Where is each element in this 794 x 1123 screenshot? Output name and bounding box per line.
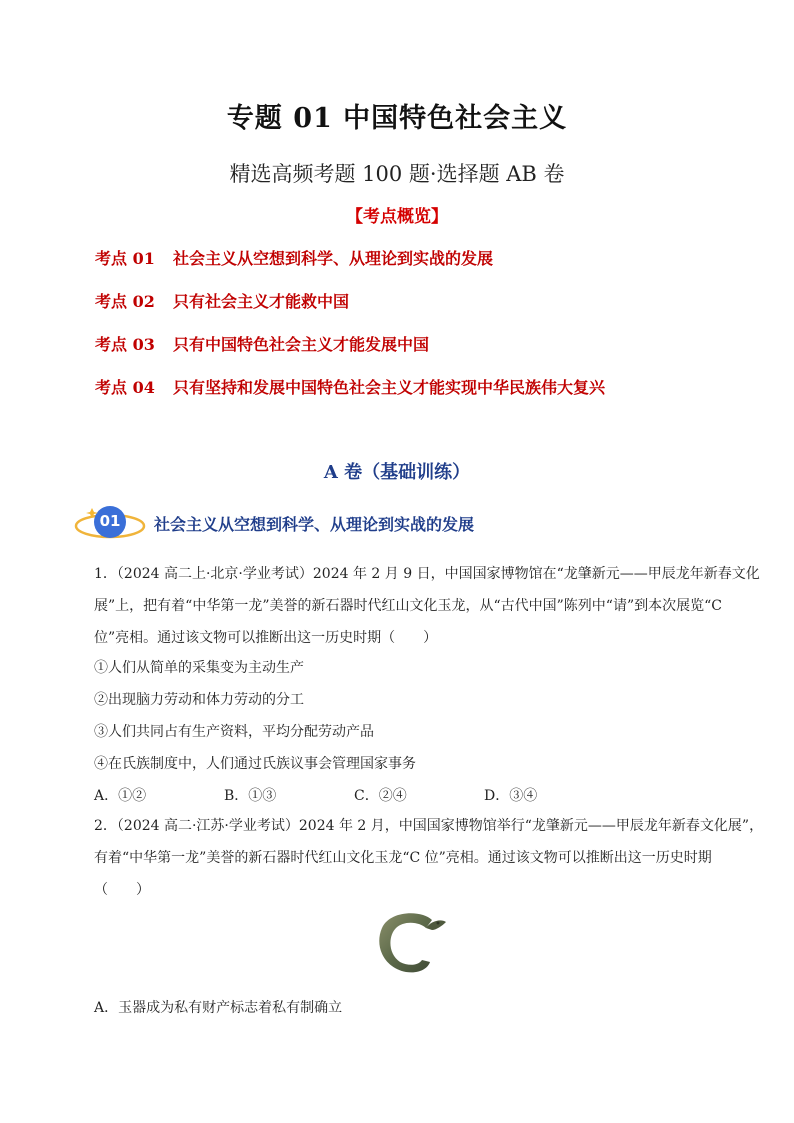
knowledge-point-text: 只有坚持和发展中国特色社会主义才能实现中华民族伟大复兴 bbox=[173, 378, 606, 397]
knowledge-point-04 bbox=[95, 375, 605, 398]
question-2-stem bbox=[94, 810, 764, 906]
knowledge-point-code: 考点 01 bbox=[95, 249, 155, 268]
section-a-heading: A 卷（基础训练） bbox=[323, 462, 471, 483]
question-line: 位”亮相。通过该文物可以推断出这一历史时期（ ） bbox=[94, 630, 438, 646]
choice-c[interactable]: C．②④ bbox=[354, 788, 407, 804]
question-line: （ ） bbox=[94, 882, 150, 898]
question-1-statement-1: ①人们从简单的采集变为主动生产 bbox=[94, 660, 304, 676]
choice-d[interactable]: D．③④ bbox=[484, 788, 538, 804]
question-line: 1．（2024 高二上·北京·学业考试）2024 年 2 月 9 日，中国国家博物馆在“龙肇新元——甲辰龙年新春文化 bbox=[94, 566, 760, 582]
question-1-choices bbox=[94, 785, 694, 805]
choice-b[interactable]: B．①③ bbox=[224, 788, 277, 804]
knowledge-point-01 bbox=[95, 246, 493, 269]
question-1-statement-3: ③人们共同占有生产资料，平均分配劳动产品 bbox=[94, 724, 374, 740]
knowledge-point-code: 考点 03 bbox=[95, 335, 155, 354]
knowledge-point-code: 考点 04 bbox=[95, 378, 155, 397]
question-1-statement-4: ④在氏族制度中，人们通过氏族议事会管理国家事务 bbox=[94, 756, 416, 772]
topic-banner bbox=[74, 500, 694, 548]
topic-badge-number: 01 bbox=[99, 512, 121, 530]
overview-heading: 【考点概览】 bbox=[346, 207, 448, 227]
question-1-stem bbox=[94, 558, 760, 654]
knowledge-point-text: 只有中国特色社会主义才能发展中国 bbox=[173, 335, 430, 354]
question-line: 展”上，把有着“中华第一龙”美誉的新石器时代红山文化玉龙，从“古代中国”陈列中“请”到本次展览“C bbox=[94, 598, 722, 614]
question-line: 有着“中华第一龙”美誉的新石器时代红山文化玉龙“C 位”亮相。通过该文物可以推断出这一历史时期 bbox=[94, 850, 712, 866]
knowledge-point-text: 只有社会主义才能救中国 bbox=[173, 292, 350, 311]
question-line: 2．（2024 高二·江苏·学业考试）2024 年 2 月，中国国家博物馆举行“龙肇新元——甲辰龙年新春文化展”， bbox=[94, 818, 764, 834]
knowledge-point-code: 考点 02 bbox=[95, 292, 155, 311]
jade-dragon-image bbox=[370, 908, 450, 980]
knowledge-point-03 bbox=[95, 332, 429, 355]
knowledge-point-text: 社会主义从空想到科学、从理论到实战的发展 bbox=[173, 249, 494, 268]
question-1-statement-2: ②出现脑力劳动和体力劳动的分工 bbox=[94, 692, 304, 708]
page-subtitle: 精选高频考题 100 题·选择题 AB 卷 bbox=[229, 162, 565, 186]
knowledge-point-02 bbox=[95, 289, 349, 312]
page-title: 专题 01 中国特色社会主义 bbox=[226, 103, 568, 134]
topic-title: 社会主义从空想到科学、从理论到实战的发展 bbox=[154, 515, 475, 534]
question-2-choice-a[interactable]: A．玉器成为私有财产标志着私有制确立 bbox=[94, 1000, 343, 1016]
choice-a[interactable]: A．①② bbox=[94, 788, 147, 804]
